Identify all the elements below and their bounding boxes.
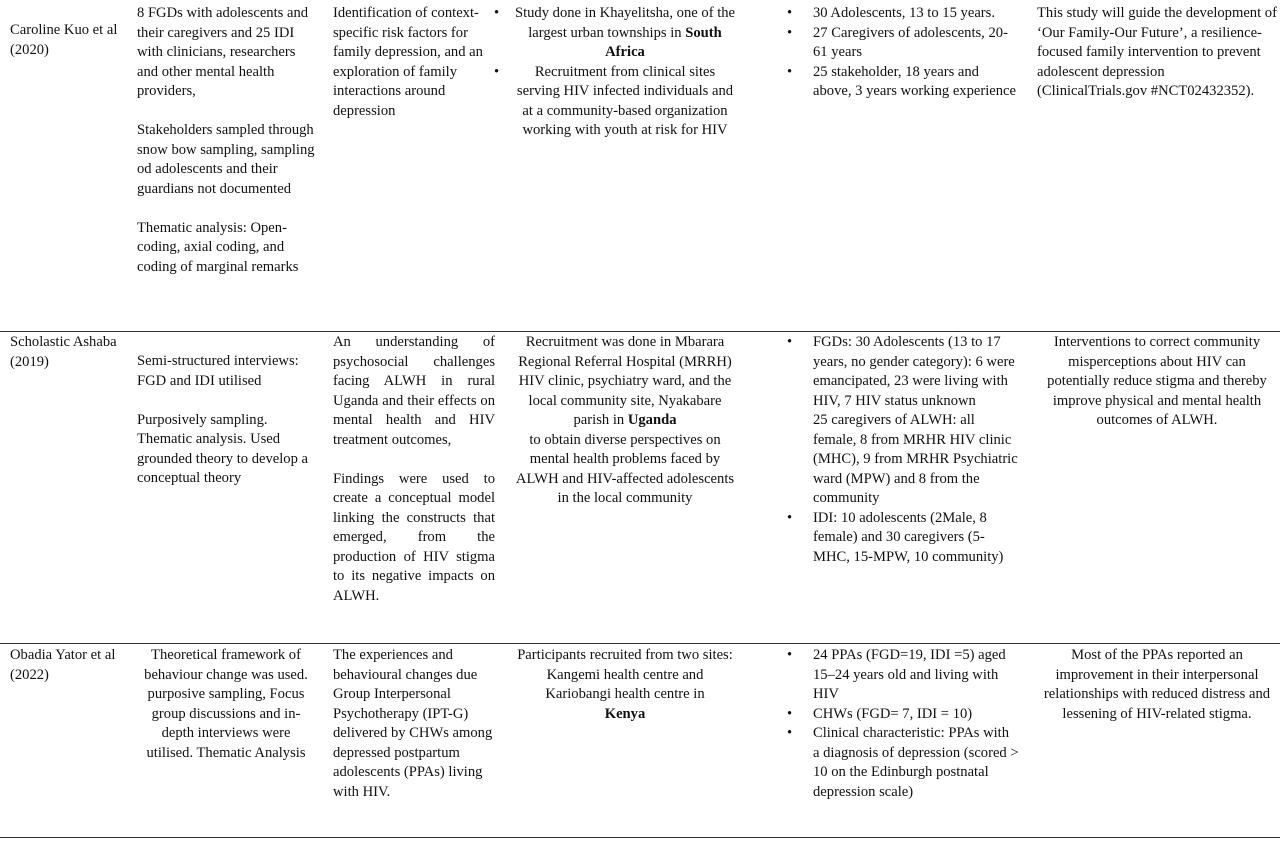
setting-text: to obtain diverse perspectives on xyxy=(529,431,721,448)
setting-cell xyxy=(514,333,736,509)
methods-cell xyxy=(137,4,315,277)
findings-cell xyxy=(1037,4,1277,102)
author-text: Scholastic Ashaba (2019) xyxy=(10,334,117,370)
country-name: Uganda xyxy=(627,412,677,428)
participants-cell xyxy=(787,646,1019,802)
methods-paragraph: Purposively sampling. Thematic analysis. Used grounded theory to develop a conceptual theory xyxy=(137,411,309,486)
aim-cell xyxy=(333,4,495,121)
aim-paragraph: An understanding of psychosocial challenges facing ALWH in rural Uganda and their effects on mental health and HIV treatment outcomes, xyxy=(333,334,495,448)
list-item: • Clinical characteristic: PPAs with a diagnosis of depression (scored > 10 on the Edinburgh postnatal depression scale) xyxy=(787,724,1019,802)
author-cell xyxy=(10,333,128,372)
findings-text: This study will guide the development of ‘Our Family-Our Future’, a resilience-focused family intervention to prevent adolescent depression (ClinicalTrials.gov #NCT02432352). xyxy=(1037,5,1277,99)
aim-cell xyxy=(333,646,495,802)
list-item: • FGDs: 30 Adolescents (13 to 17 years, no gender category): 6 were emancipated, 23 were living with HIV, 7 HIV status unknown 25 caregivers of ALWH: all female, 8 from MRHR HIV clinic (MHC), 9 from MRHR Psychiatric ward (MPW) and 8 from the community xyxy=(787,333,1019,509)
list-item: • CHWs (FGD= 7, IDI = 10) xyxy=(787,705,1019,725)
setting-list xyxy=(514,4,736,141)
methods-paragraph: Thematic analysis: Open-coding, axial coding, and coding of marginal remarks xyxy=(137,219,299,275)
author-cell xyxy=(10,646,128,685)
aim-text: Identification of context-specific risk factors for family depression, and an exploration of family interactions around depression xyxy=(333,5,483,119)
list-item: • 24 PPAs (FGD=19, IDI =5) aged 15–24 years old and living with HIV xyxy=(787,646,1019,705)
table-row xyxy=(0,332,1280,644)
country-name: South Africa xyxy=(605,24,722,60)
methods-paragraph: purposive sampling, Focus group discussions and in-depth interviews were utilised. Thematic Analysis xyxy=(146,686,306,761)
list-item: • Recruitment from clinical sites serving HIV infected individuals and at a community-based organization working with youth at risk for HIV xyxy=(514,63,736,141)
author-cell xyxy=(10,21,128,60)
findings-text: Most of the PPAs reported an improvement in their interpersonal relationships with reduced distress and lessening of HIV-related stigma. xyxy=(1043,647,1271,722)
participants-cell xyxy=(787,333,1019,567)
table-row xyxy=(0,644,1280,838)
author-text: Caroline Kuo et al (2020) xyxy=(10,22,118,58)
list-item: • 30 Adolescents, 13 to 15 years. xyxy=(787,4,1019,24)
aim-cell xyxy=(333,333,495,606)
aim-paragraph: Findings were used to create a conceptual model linking the constructs that emerged, from the production of HIV stigma to its negative impacts on ALWH. xyxy=(333,470,495,604)
methods-cell xyxy=(137,646,315,763)
list-item: • 27 Caregivers of adolescents, 20-61 years xyxy=(787,24,1019,63)
participants-list xyxy=(787,333,1019,567)
findings-cell xyxy=(1037,646,1277,724)
list-item: • Study done in Khayelitsha, one of the largest urban townships in South Africa xyxy=(514,4,736,63)
methods-paragraph: Stakeholders sampled through snow bow sampling, sampling od adolescents and their guardians not documented xyxy=(137,122,315,197)
table-row xyxy=(0,0,1280,332)
findings-text: Interventions to correct community misperceptions about HIV can potentially reduce stigma and thereby improve physical and mental health outcomes of ALWH. xyxy=(1047,334,1267,428)
methods-paragraph: Semi-structured interviews: FGD and IDI utilised xyxy=(137,353,299,389)
methods-cell xyxy=(137,352,315,489)
author-text: Obadia Yator et al (2022) xyxy=(10,647,116,683)
aim-text: The experiences and behavioural changes due Group Interpersonal Psychotherapy (IPT-G) delivered by CHWs among depressed postpartum adolescents (PPAs) living with HIV. xyxy=(333,647,493,800)
findings-cell xyxy=(1037,333,1277,431)
participants-list xyxy=(787,4,1019,102)
setting-cell xyxy=(514,646,736,724)
setting-text: Recruitment was done in Mbarara Regional Referral Hospital (MRRH) HIV clinic, psychiatry ward, and the local community site, Nyakabare parish in Uganda xyxy=(518,334,732,428)
setting-text: mental health problems faced by ALWH and HIV-affected adolescents in the local community xyxy=(515,451,735,506)
setting-text: Participants recruited from two sites: Kangemi health centre and Kariobangi health centre in Kenya xyxy=(517,647,733,722)
country-name: Kenya xyxy=(604,705,646,722)
list-item: • IDI: 10 adolescents (2Male, 8 female) and 30 caregivers (5-MHC, 15-MPW, 10 community) xyxy=(787,509,1019,568)
list-item: • 25 stakeholder, 18 years and above, 3 years working experience xyxy=(787,63,1019,102)
methods-paragraph: Theoretical framework of behaviour change was used. xyxy=(144,647,308,683)
participants-cell xyxy=(787,4,1019,102)
participants-list xyxy=(787,646,1019,802)
setting-cell xyxy=(514,4,736,141)
methods-paragraph: 8 FGDs with adolescents and their caregivers and 25 IDI with clinicians, researchers and other mental health providers, xyxy=(137,5,309,99)
